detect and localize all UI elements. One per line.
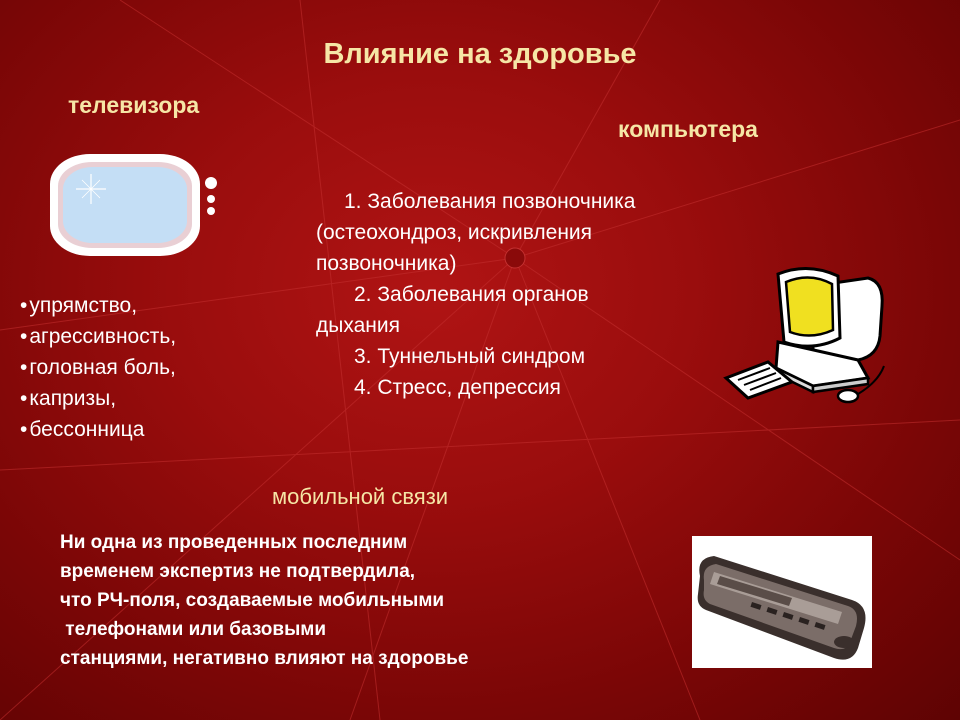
list-item: позвоночника) (316, 252, 457, 275)
text-line: временем экспертиз не подтвердила, (60, 561, 416, 582)
tv-heading: телевизора (68, 92, 200, 118)
mobile-phone-icon (692, 536, 872, 668)
list-item: дыхания (316, 314, 400, 337)
text-line: Ни одна из проведенных последним (60, 532, 408, 553)
list-item: (остеохондроз, искривления (316, 221, 593, 244)
list-item: • бессонница (20, 414, 176, 445)
mobile-heading: мобильной связи (272, 484, 449, 509)
computer-heading: компьютера (618, 116, 758, 142)
list-item: 2. Заболевания органов (354, 283, 589, 306)
list-item: 1. Заболевания позвоночника (344, 190, 636, 213)
mobile-conclusion-text (60, 528, 468, 673)
slide-title: Влияние на здоровье (323, 38, 637, 70)
list-item: • капризы, (20, 383, 176, 414)
phone-image (692, 536, 872, 668)
list-item: 4. Стресс, депрессия (354, 376, 561, 399)
tv-effects-list (20, 290, 176, 445)
text-line: станциями, негативно влияют на здоровье (60, 648, 469, 669)
computer-effects-list (316, 186, 736, 403)
list-item: • головная боль, (20, 352, 176, 383)
text-line: что РЧ-поля, создаваемые мобильными (60, 590, 445, 611)
list-item: 3. Туннельный синдром (354, 345, 585, 368)
tv-icon (48, 152, 224, 258)
computer-icon (718, 256, 900, 406)
list-item: • упрямство, (20, 290, 176, 321)
text-line: телефонами или базовыми (60, 619, 327, 640)
list-item: • агрессивность, (20, 321, 176, 352)
